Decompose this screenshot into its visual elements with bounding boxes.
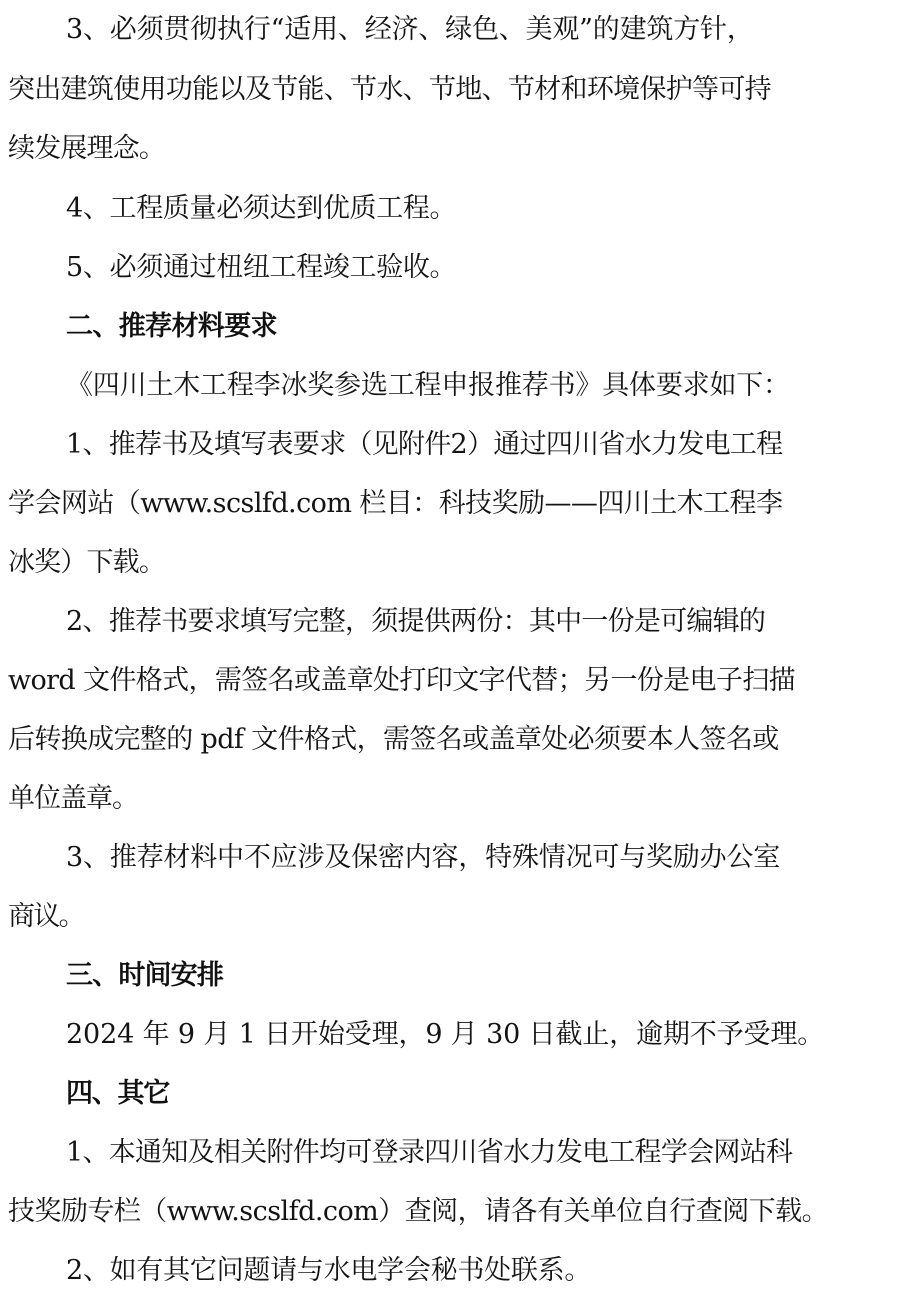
paragraph-line: 3、必须贯彻执行“适用、经济、绿色、美观”的建筑方针， [66, 14, 754, 45]
section-heading: 四、其它 [66, 1078, 169, 1109]
paragraph-line: 2、推荐书要求填写完整，须提供两份：其中一份是可编辑的 [66, 606, 766, 637]
paragraph-line: 2、如有其它问题请与水电学会秘书处联系。 [66, 1255, 592, 1286]
paragraph-line: 冰奖）下载。 [8, 547, 166, 578]
paragraph-line: 《四川土木工程李冰奖参选工程申报推荐书》具体要求如下： [66, 370, 790, 401]
paragraph-line: 商议。 [8, 901, 84, 932]
paragraph-line: 5、必须通过杻纽工程竣工验收。 [66, 252, 457, 283]
paragraph-line: 技奖励专栏（www.scslfd.com）查阅，请各有关单位自行查阅下载。 [8, 1196, 829, 1227]
paragraph-line: 单位盖章。 [8, 783, 138, 814]
paragraph-line: 4、工程质量必须达到优质工程。 [66, 193, 457, 224]
paragraph-line: 1、本通知及相关附件均可登录四川省水力发电工程学会网站科 [66, 1137, 793, 1168]
paragraph-line: 2024 年 9 月 1 日开始受理，9 月 30 日截止，逾期不予受理。 [66, 1019, 825, 1050]
paragraph-line: 突出建筑使用功能以及节能、节水、节地、节材和环境保护等可持 [8, 74, 771, 105]
paragraph-line: 3、推荐材料中不应涉及保密内容，特殊情况可与奖励办公室 [66, 842, 781, 873]
paragraph-line: 后转换成完整的 pdf 文件格式，需签名或盖章处必须要本人签名或 [8, 724, 779, 755]
section-heading: 二、推荐材料要求 [66, 311, 277, 342]
paragraph-line: 续发展理念。 [8, 133, 166, 164]
paragraph-line: word 文件格式，需签名或盖章处打印文字代替；另一份是电子扫描 [8, 665, 795, 696]
paragraph-line: 学会网站（www.scslfd.com 栏目：科技奖励——四川土木工程李 [8, 488, 783, 519]
section-heading: 三、时间安排 [66, 960, 224, 991]
paragraph-line: 1、推荐书及填写表要求（见附件2）通过四川省水力发电工程 [66, 429, 783, 460]
